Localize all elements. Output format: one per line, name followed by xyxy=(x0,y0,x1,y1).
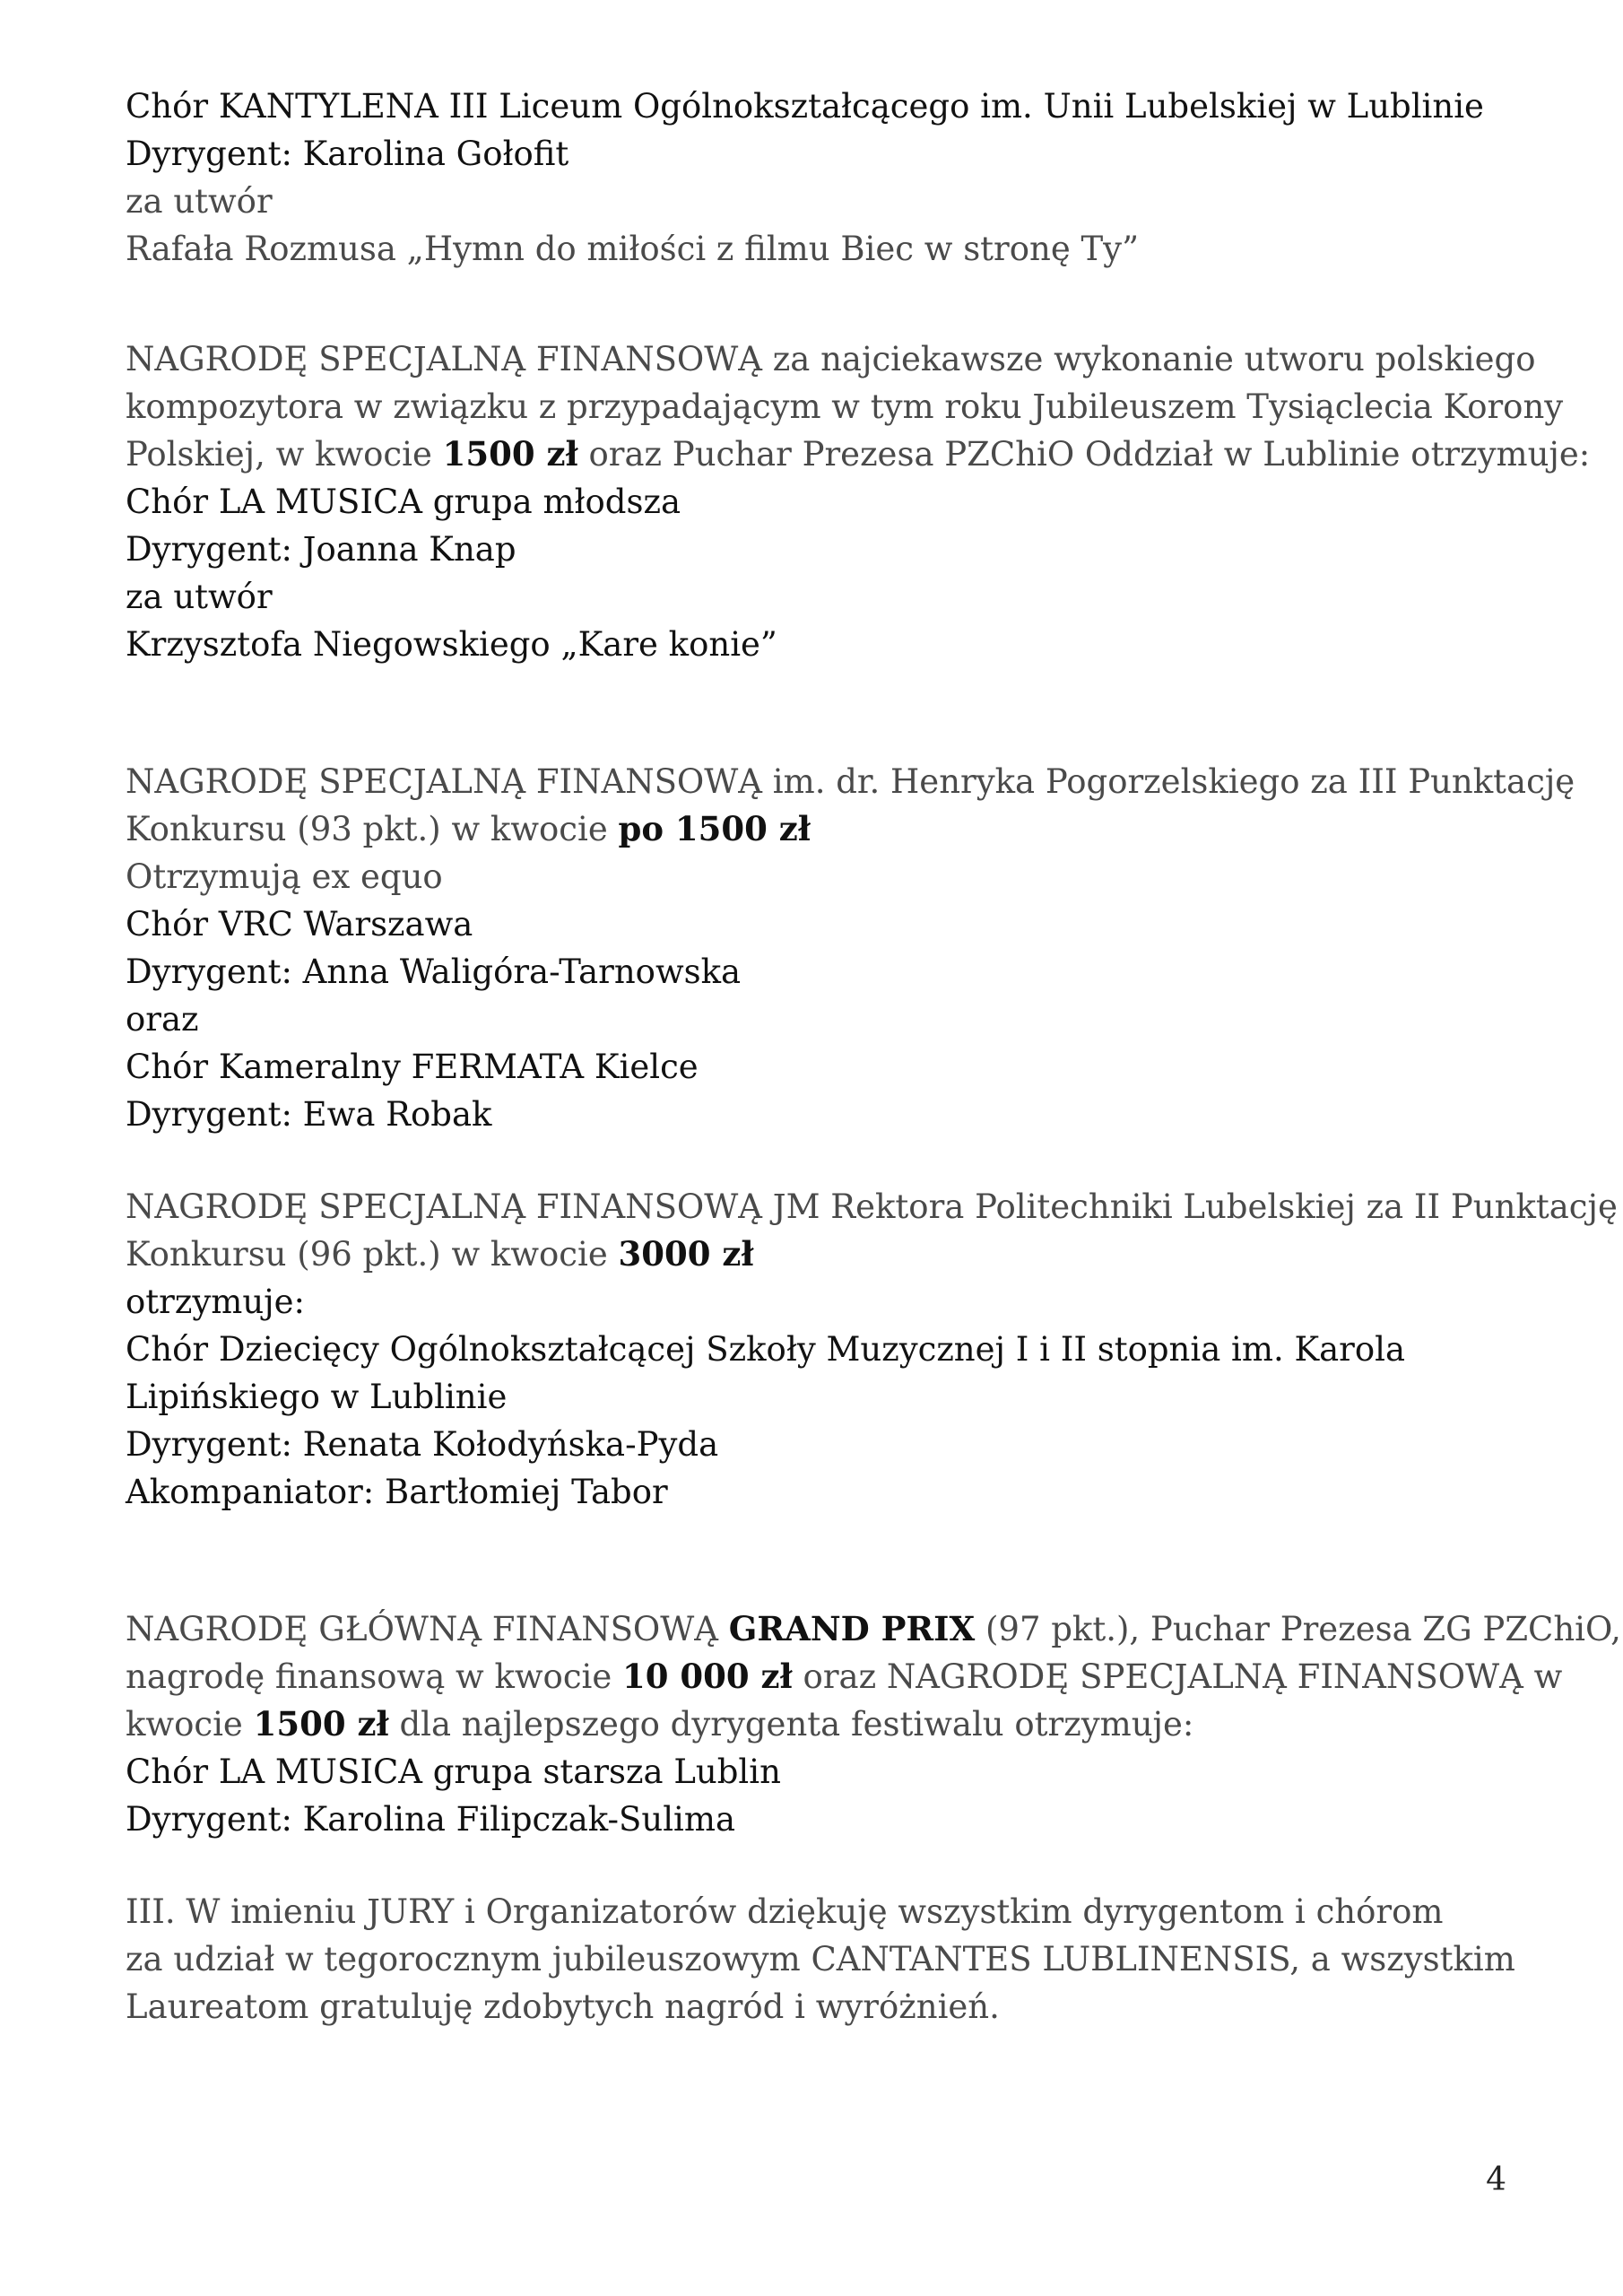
closing-line: za udział w tegorocznym jubileuszowym CANTANTES LUBLINENSIS, a wszystkim xyxy=(126,1940,1515,1979)
receive-label: otrzymuje: xyxy=(126,1283,305,1321)
accompanist: Akompaniator: Bartłomiej Tabor xyxy=(126,1473,668,1511)
award-intro: Konkursu (96 pkt.) w kwocie 3000 zł xyxy=(126,1234,754,1274)
award-intro: NAGRODĘ SPECJALNĄ FINANSOWĄ za najciekawsze wykonanie utworu polskiego xyxy=(126,340,1536,378)
document-page xyxy=(126,83,1621,2031)
page-number: 4 xyxy=(1486,2161,1506,2198)
for-piece: za utwór xyxy=(126,182,273,221)
closing-statement xyxy=(126,1888,1524,2031)
winner-choir: Chór Kameralny FERMATA Kielce xyxy=(126,1048,699,1086)
and-label: oraz xyxy=(126,1000,199,1039)
award-amount: 1500 zł xyxy=(442,434,578,474)
award-intro: kwocie 1500 zł dla najlepszego dyrygenta festiwalu otrzymuje: xyxy=(126,1704,1194,1744)
winner-choir: Chór VRC Warszawa xyxy=(126,905,473,944)
award-intro: NAGRODĘ SPECJALNĄ FINANSOWĄ JM Rektora Politechniki Lubelskiej za II Punktację xyxy=(126,1187,1618,1226)
conductor: Dyrygent: Karolina Gołofit xyxy=(126,135,569,173)
grand-prix-label: GRAND PRIX xyxy=(728,1609,976,1648)
award-intro: Polskiej, w kwocie 1500 zł oraz Puchar Prezesa PZChiO Oddział w Lublinie otrzymuje: xyxy=(126,434,1591,474)
closing-line: Laureatom gratuluję zdobytych nagród i wyróżnień. xyxy=(126,1987,1000,2026)
conductor: Dyrygent: Renata Kołodyńska-Pyda xyxy=(126,1425,719,1464)
award-amount: 10 000 zł xyxy=(622,1657,793,1696)
award-intro: NAGRODĘ GŁÓWNĄ FINANSOWĄ GRAND PRIX (97 pkt.), Puchar Prezesa ZG PZChiO, xyxy=(126,1609,1621,1648)
award-special-jubilee xyxy=(126,335,1591,668)
closing-line: III. W imieniu JURY i Organizatorów dziękuję wszystkim dyrygentom i chórom xyxy=(126,1892,1444,1931)
award-intro: kompozytora w związku z przypadającym w tym roku Jubileuszem Tysiąclecia Korony xyxy=(126,387,1564,426)
award-intro: nagrodę finansową w kwocie 10 000 zł oraz NAGRODĘ SPECJALNĄ FINANSOWĄ w xyxy=(126,1657,1563,1696)
award-second-score xyxy=(126,1183,1618,1516)
for-piece: za utwór xyxy=(126,578,273,616)
receive-label: Otrzymują ex equo xyxy=(126,857,443,896)
section-top xyxy=(126,83,1524,273)
choir-name: Chór KANTYLENA III Liceum Ogólnokształcącego im. Unii Lubelskiej w Lublinie xyxy=(126,87,1484,126)
conductor: Dyrygent: Anna Waligóra-Tarnowska xyxy=(126,952,742,991)
award-amount: 1500 zł xyxy=(253,1704,389,1744)
award-intro: NAGRODĘ SPECJALNĄ FINANSOWĄ im. dr. Henryka Pogorzelskiego za III Punktację xyxy=(126,762,1575,801)
conductor: Dyrygent: Ewa Robak xyxy=(126,1095,492,1134)
award-third-score xyxy=(126,758,1575,1138)
piece-title: Krzysztofa Niegowskiego „Kare konie” xyxy=(126,625,777,664)
award-intro: Konkursu (93 pkt.) w kwocie po 1500 zł xyxy=(126,809,812,848)
award-grand-prix xyxy=(126,1605,1621,1843)
winner-choir: Chór LA MUSICA grupa młodsza xyxy=(126,483,681,521)
conductor: Dyrygent: Karolina Filipczak-Sulima xyxy=(126,1800,736,1839)
piece-title: Rafała Rozmusa „Hymn do miłości z filmu Biec w stronę Ty” xyxy=(126,230,1139,268)
conductor: Dyrygent: Joanna Knap xyxy=(126,530,516,569)
winner-choir: Chór LA MUSICA grupa starsza Lublin xyxy=(126,1752,781,1791)
winner-choir: Chór Dziecięcy Ogólnokształcącej Szkoły Muzycznej I i II stopnia im. Karola xyxy=(126,1330,1406,1369)
award-amount: po 1500 zł xyxy=(618,809,812,848)
winner-choir: Lipińskiego w Lublinie xyxy=(126,1378,508,1416)
award-amount: 3000 zł xyxy=(618,1234,754,1274)
